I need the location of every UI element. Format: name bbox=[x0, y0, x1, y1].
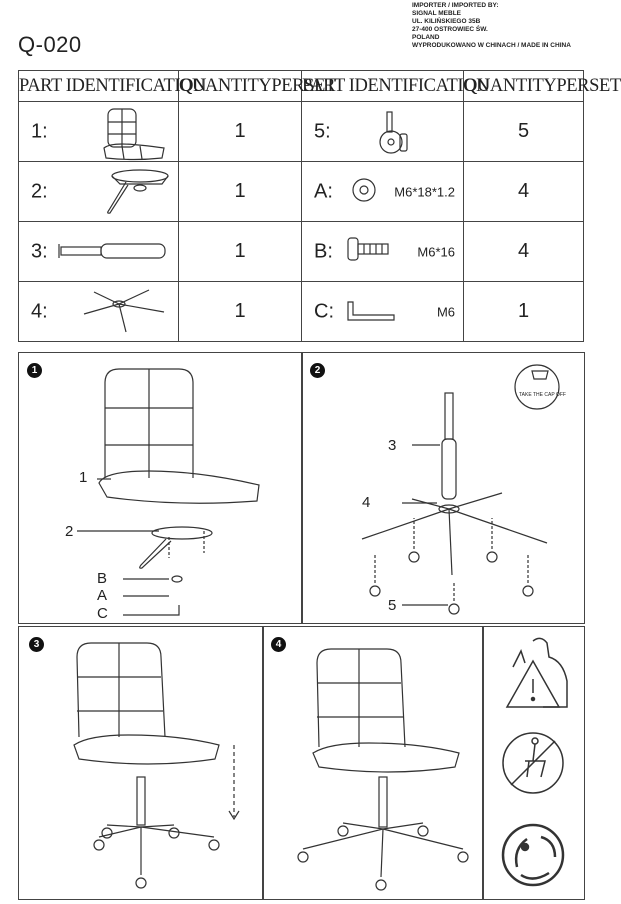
gas-lift-icon bbox=[57, 232, 172, 272]
part-label: A: bbox=[314, 180, 333, 202]
step-1-illustration bbox=[19, 353, 302, 623]
washer-icon bbox=[344, 170, 384, 210]
callout: 5 bbox=[388, 597, 397, 614]
part-label: 4: bbox=[31, 300, 48, 322]
quantity-cell: 4 bbox=[464, 162, 584, 222]
part-spec: M6*16 bbox=[417, 244, 455, 259]
part-label: 3: bbox=[31, 240, 48, 262]
header-quantity: QUANTITYPERSET bbox=[179, 71, 302, 102]
caster-wheel-icon bbox=[367, 106, 427, 162]
part-cell bbox=[302, 162, 464, 222]
step-4-illustration bbox=[263, 627, 483, 899]
step-1-panel bbox=[18, 352, 303, 624]
step-4-panel bbox=[262, 626, 484, 900]
step-number: 1 bbox=[27, 363, 42, 378]
part-cell bbox=[19, 282, 179, 342]
header-quantity: QUANTITYPERSET bbox=[464, 71, 584, 102]
importer-line: IMPORTER / IMPORTED BY: bbox=[412, 2, 499, 9]
seat-mechanism-icon bbox=[64, 166, 174, 222]
part-label: B: bbox=[314, 240, 333, 262]
importer-line: UL. KILIŃSKIEGO 35B bbox=[412, 18, 481, 25]
quantity-cell: 5 bbox=[464, 102, 584, 162]
quantity-cell: 1 bbox=[179, 162, 302, 222]
allen-key-icon bbox=[344, 298, 399, 328]
part-cell bbox=[302, 282, 464, 342]
parts-table bbox=[18, 70, 621, 342]
recycle-icon bbox=[503, 825, 563, 885]
model-number: Q-020 bbox=[18, 32, 82, 57]
part-label: C: bbox=[314, 300, 334, 322]
part-cell bbox=[19, 162, 179, 222]
no-standing-on-chair-icon bbox=[503, 733, 563, 793]
importer-line: 27-400 OSTROWIEC ŚW. bbox=[412, 26, 488, 33]
safety-icons-panel bbox=[482, 626, 585, 900]
part-label: 1: bbox=[31, 120, 48, 142]
bolt-icon bbox=[344, 230, 394, 270]
callout: B bbox=[97, 570, 108, 587]
quantity-cell: 1 bbox=[179, 102, 302, 162]
step-number: 3 bbox=[29, 637, 44, 652]
safety-icons bbox=[483, 627, 584, 899]
step-3-panel bbox=[18, 626, 264, 900]
star-base-icon bbox=[64, 286, 174, 338]
part-label: 2: bbox=[31, 180, 48, 202]
warning-person-icon bbox=[507, 638, 567, 707]
header-part-identification: PART IDENTIFICATION bbox=[302, 71, 464, 102]
callout: A bbox=[97, 587, 108, 604]
step-number: 2 bbox=[310, 363, 325, 378]
part-spec: M6 bbox=[436, 304, 455, 319]
cap-note: TAKE THE CAP OFF bbox=[519, 392, 566, 398]
step-3-illustration bbox=[19, 627, 263, 899]
callout: 1 bbox=[79, 469, 88, 486]
step-2-panel bbox=[301, 352, 585, 624]
callout: 3 bbox=[388, 437, 397, 454]
importer-line: WYPRODUKOWANO W CHINACH / MADE IN CHINA bbox=[412, 42, 571, 49]
part-cell bbox=[19, 222, 179, 282]
callout: C bbox=[97, 605, 108, 622]
importer-info bbox=[412, 2, 571, 50]
seat-backrest-icon bbox=[64, 106, 169, 162]
importer-line: POLAND bbox=[412, 34, 440, 41]
part-label: 5: bbox=[314, 120, 331, 142]
callout: 2 bbox=[65, 523, 74, 540]
header-part-identification: PART IDENTIFICATION bbox=[19, 71, 179, 102]
part-spec: M6*18*1.2 bbox=[394, 184, 455, 199]
quantity-cell: 4 bbox=[464, 222, 584, 282]
quantity-cell: 1 bbox=[179, 282, 302, 342]
part-cell bbox=[19, 102, 179, 162]
part-cell bbox=[302, 222, 464, 282]
step-number: 4 bbox=[271, 637, 286, 652]
quantity-cell: 1 bbox=[464, 282, 584, 342]
quantity-cell: 1 bbox=[179, 222, 302, 282]
part-cell bbox=[302, 102, 464, 162]
callout: 4 bbox=[362, 494, 371, 511]
importer-line: SIGNAL MEBLE bbox=[412, 10, 461, 17]
